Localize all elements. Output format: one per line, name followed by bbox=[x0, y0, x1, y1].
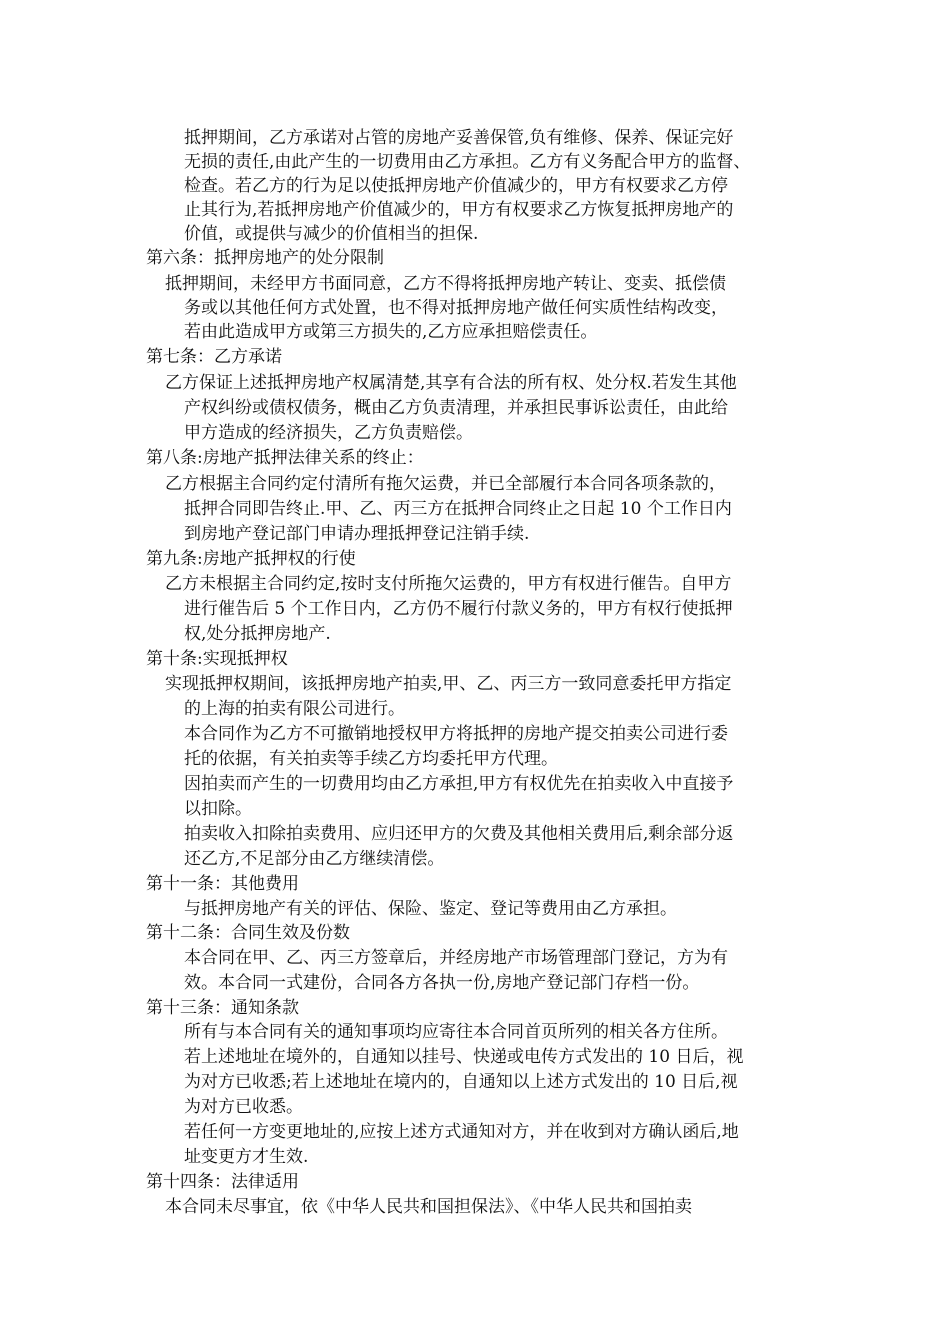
paragraph-line: 止其行为,若抵押房地产价值减少的，甲方有权要求乙方恢复抵押房地产的 bbox=[184, 200, 734, 220]
paragraph-line: 进行催告后 5 个工作日内，乙方仍不履行付款义务的，甲方有权行使抵押 bbox=[184, 599, 733, 619]
article-10-heading: 第十条:实现抵押权 bbox=[146, 649, 288, 669]
article-8-heading: 第八条:房地产抵押法律关系的终止： bbox=[146, 448, 424, 468]
paragraph-line: 址变更方才生效. bbox=[184, 1147, 309, 1167]
paragraph-line: 权,处分抵押房地产. bbox=[184, 624, 331, 644]
paragraph-line: 抵押合同即告终止.甲、乙、丙三方在抵押合同终止之日起 10 个工作日内 bbox=[184, 499, 732, 519]
paragraph-line: 以扣除。 bbox=[184, 799, 252, 819]
paragraph-line: 因拍卖而产生的一切费用均由乙方承担,甲方有权优先在拍卖收入中直接予 bbox=[184, 774, 734, 794]
paragraph-line: 与抵押房地产有关的评估、保险、鉴定、登记等费用由乙方承担。 bbox=[184, 899, 677, 919]
paragraph-line: 价值，或提供与减少的价值相当的担保. bbox=[184, 224, 479, 244]
paragraph-line: 到房地产登记部门申请办理抵押登记注销手续. bbox=[184, 524, 530, 544]
article-12-heading: 第十二条：合同生效及份数 bbox=[146, 923, 350, 943]
paragraph-line: 效。本合同一式建份，合同各方各执一份,房地产登记部门存档一份。 bbox=[184, 973, 700, 993]
paragraph-line: 乙方根据主合同约定付清所有拖欠运费，并已全部履行本合同各项条款的， bbox=[165, 474, 726, 494]
paragraph-line: 抵押期间，乙方承诺对占管的房地产妥善保管,负有维修、保养、保证完好 bbox=[184, 128, 734, 148]
paragraph-line: 本合同未尽事宜，依《中华人民共和国担保法》、《中华人民共和国拍卖 bbox=[165, 1197, 692, 1217]
article-14-heading: 第十四条：法律适用 bbox=[146, 1172, 299, 1192]
paragraph-line: 若由此造成甲方或第三方损失的,乙方应承担赔偿责任。 bbox=[184, 322, 598, 342]
paragraph-line: 产权纠纷或债权债务，概由乙方负责清理，并承担民事诉讼责任，由此给 bbox=[184, 398, 728, 418]
paragraph-line: 务或以其他任何方式处置，也不得对抵押房地产做任何实质性结构改变， bbox=[184, 298, 728, 318]
article-9-heading: 第九条:房地产抵押权的行使 bbox=[146, 549, 356, 569]
paragraph-line: 拍卖收入扣除拍卖费用、应归还甲方的欠费及其他相关费用后,剩余部分返 bbox=[184, 824, 734, 844]
article-7-heading: 第七条：乙方承诺 bbox=[146, 347, 282, 367]
paragraph-line: 实现抵押权期间，该抵押房地产拍卖,甲、乙、丙三方一致同意委托甲方指定 bbox=[165, 674, 732, 694]
paragraph-line: 托的依据，有关拍卖等手续乙方均委托甲方代理。 bbox=[184, 749, 558, 769]
paragraph-line: 乙方保证上述抵押房地产权属清楚,其享有合法的所有权、处分权.若发生其他 bbox=[165, 373, 737, 393]
article-6-heading: 第六条：抵押房地产的处分限制 bbox=[146, 248, 384, 268]
article-13-heading: 第十三条：通知条款 bbox=[146, 998, 299, 1018]
paragraph-line: 为对方已收悉。 bbox=[184, 1097, 303, 1117]
paragraph-line: 若任何一方变更地址的,应按上述方式通知对方，并在收到对方确认函后,地 bbox=[184, 1122, 739, 1142]
paragraph-line: 乙方未根据主合同约定,按时支付所拖欠运费的，甲方有权进行催告。自甲方 bbox=[165, 574, 732, 594]
paragraph-line: 本合同在甲、乙、丙三方签章后，并经房地产市场管理部门登记，方为有 bbox=[184, 948, 728, 968]
article-11-heading: 第十一条：其他费用 bbox=[146, 874, 299, 894]
paragraph-line: 抵押期间，未经甲方书面同意，乙方不得将抵押房地产转让、变卖、抵偿债 bbox=[165, 274, 726, 294]
paragraph-line: 若上述地址在境外的，自通知以挂号、快递或电传方式发出的 10 日后，视 bbox=[184, 1047, 744, 1067]
paragraph-line: 检查。若乙方的行为足以使抵押房地产价值减少的，甲方有权要求乙方停 bbox=[184, 176, 728, 196]
paragraph-line: 所有与本合同有关的通知事项均应寄往本合同首页所列的相关各方住所。 bbox=[184, 1022, 728, 1042]
paragraph-line: 的上海的拍卖有限公司进行。 bbox=[184, 699, 405, 719]
paragraph-line: 为对方已收悉;若上述地址在境内的，自通知以上述方式发出的 10 日后,视 bbox=[184, 1072, 738, 1092]
paragraph-line: 本合同作为乙方不可撤销地授权甲方将抵押的房地产提交拍卖公司进行委 bbox=[184, 724, 728, 744]
paragraph-line: 还乙方,不足部分由乙方继续清偿。 bbox=[184, 849, 445, 869]
paragraph-line: 无损的责任,由此产生的一切费用由乙方承担。乙方有义务配合甲方的监督、 bbox=[184, 152, 751, 172]
paragraph-line: 甲方造成的经济损失，乙方负责赔偿。 bbox=[184, 423, 473, 443]
